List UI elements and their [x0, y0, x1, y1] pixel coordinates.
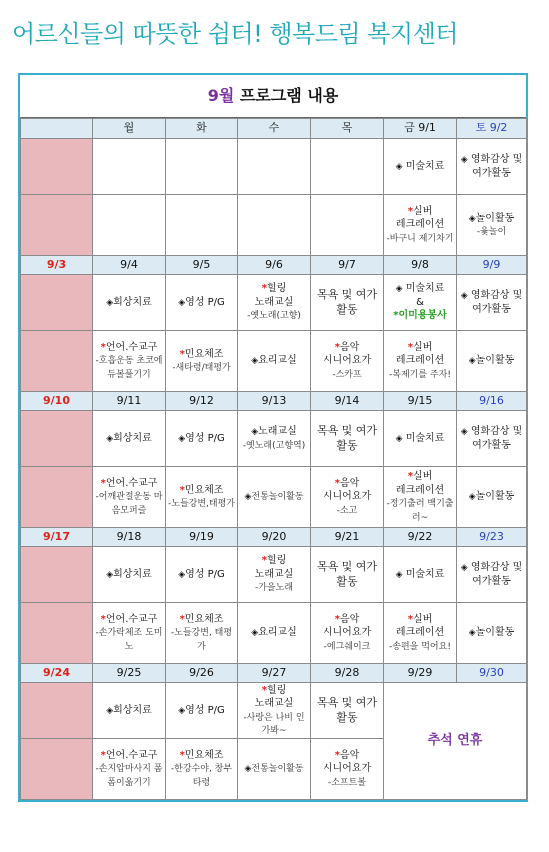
program-label: 이미용봉사	[398, 310, 447, 322]
date-cell: 9/4	[93, 256, 166, 275]
program-cell	[457, 411, 527, 467]
diamond-icon: ◈	[468, 628, 476, 639]
program-sub: -손지압마사지 폼폼이옮기기	[95, 764, 163, 788]
program-label: 회상치료	[113, 568, 152, 580]
empty-cell	[93, 195, 166, 256]
program-cell	[457, 195, 527, 256]
weekday-sat: 토 9/2	[457, 119, 527, 139]
program-label: 힐링	[266, 555, 287, 567]
program-label: &	[416, 296, 424, 308]
diamond-icon: ◈	[178, 705, 186, 716]
date-cell: 9/21	[311, 528, 384, 547]
side-cell	[21, 331, 93, 392]
date-cell: 9/7	[311, 256, 384, 275]
side-cell	[21, 195, 93, 256]
date-cell: 9/17	[21, 528, 93, 547]
program-label: 전통놀이활동	[251, 492, 304, 503]
program-label: 언어.수교구	[105, 749, 158, 761]
program-label: 시니어요가	[322, 491, 372, 503]
program-sub: -한강수야, 창부타령	[170, 764, 233, 788]
program-label: 노래교실	[254, 568, 294, 580]
star-icon: *	[179, 749, 185, 761]
star-icon: *	[407, 205, 413, 217]
side-cell	[21, 739, 93, 800]
program-sub: -옛노래(고향)	[247, 311, 301, 322]
program-label: 음악	[339, 613, 360, 625]
star-icon: *	[334, 477, 340, 489]
program-cell	[93, 603, 166, 664]
star-icon: *	[407, 471, 413, 482]
week5-row-a	[21, 683, 527, 739]
program-label: 힐링	[266, 283, 287, 295]
date-cell: 9/23	[457, 528, 527, 547]
program-cell	[93, 411, 166, 467]
date-cell: 9/24	[21, 664, 93, 683]
side-cell	[21, 411, 93, 467]
empty-cell	[166, 195, 238, 256]
program-sub: -스카프	[332, 369, 362, 380]
diamond-icon: ◈	[251, 628, 259, 639]
star-icon: *	[100, 749, 106, 761]
program-label: 영성 P/G	[185, 432, 225, 444]
program-sub: -새타령/태평가	[172, 363, 231, 373]
week4-row-b	[21, 603, 527, 664]
date-cell: 9/9	[457, 256, 527, 275]
empty-cell	[238, 139, 311, 195]
star-icon: *	[261, 555, 267, 567]
program-cell	[238, 547, 311, 603]
program-cell	[457, 331, 527, 392]
program-label: 노래교실	[254, 698, 294, 709]
side-cell	[21, 467, 93, 528]
empty-cell	[238, 195, 311, 256]
program-label: 영화감상 및 여가활동	[470, 290, 523, 315]
program-sub: -사랑은 나비 인가봐~	[243, 712, 305, 736]
program-label: 음악	[339, 477, 360, 489]
program-cell	[93, 275, 166, 331]
program-label: 언어.수교구	[105, 477, 158, 489]
program-label: 음악	[339, 341, 360, 353]
date-cell: 9/10	[21, 392, 93, 411]
schedule-sheet	[18, 73, 528, 802]
program-label: 요리교실	[258, 355, 297, 367]
diamond-icon: ◈	[178, 569, 186, 580]
program-sub: -호흡운동 초코에듀볼풀기기	[95, 356, 163, 380]
program-cell: 목욕 및 여가활동	[311, 275, 384, 331]
program-label: 영성 P/G	[185, 704, 225, 716]
program-label: 언어.수교구	[105, 341, 158, 353]
date-cell: 9/16	[457, 392, 527, 411]
program-sub: -손가락체조 도미노	[95, 628, 163, 652]
star-icon: *	[261, 684, 267, 696]
program-label: 영화감상 및 여가활동	[470, 426, 523, 451]
star-icon: *	[179, 613, 185, 625]
program-cell	[311, 331, 384, 392]
diamond-icon: ◈	[395, 161, 403, 172]
program-cell	[238, 467, 311, 528]
program-cell	[384, 195, 457, 256]
date-cell: 9/11	[93, 392, 166, 411]
program-label: 실버	[412, 341, 433, 353]
program-sub: -바구니 제기차기	[386, 233, 454, 244]
side-cell	[21, 275, 93, 331]
program-cell	[93, 547, 166, 603]
program-cell	[384, 275, 457, 331]
date-cell: 9/14	[311, 392, 384, 411]
program-cell	[457, 603, 527, 664]
week2-row-b	[21, 331, 527, 392]
star-icon: *	[261, 283, 267, 295]
program-label: 미술치료	[405, 432, 445, 444]
week4-date-row	[21, 528, 527, 547]
program-label: 영화감상 및 여가활동	[470, 562, 523, 587]
program-cell: 목욕 및 여가활동	[311, 547, 384, 603]
program-cell	[457, 139, 527, 195]
program-cell: 목욕 및 여가활동	[311, 683, 384, 739]
program-cell	[166, 275, 238, 331]
program-label: 미술치료	[405, 160, 445, 172]
diamond-icon: ◈	[244, 764, 252, 775]
program-label: 민요체조	[184, 348, 224, 360]
program-sub: -복제기를 주자!	[389, 369, 451, 380]
program-sub: -소프트볼	[327, 777, 367, 788]
weekday-tue: 화	[166, 119, 238, 139]
program-cell	[238, 275, 311, 331]
schedule-title-rest: 프로그램 내용	[239, 86, 339, 105]
diamond-icon: ◈	[395, 433, 403, 444]
program-sub: -옛노래(고향역)	[242, 440, 306, 451]
diamond-icon: ◈	[251, 427, 259, 437]
program-label: 레크레이션	[395, 219, 445, 231]
program-sub: -에그쉐이크	[323, 641, 371, 652]
side-cell	[21, 139, 93, 195]
empty-cell	[166, 139, 238, 195]
weekday-wed: 수	[238, 119, 311, 139]
star-icon: *	[179, 348, 185, 360]
diamond-icon: ◈	[178, 297, 186, 308]
schedule-month: 9월	[207, 86, 235, 105]
week2-row-a	[21, 275, 527, 331]
weekday-thu: 목	[311, 119, 384, 139]
side-cell	[21, 683, 93, 739]
program-sub: -소고	[336, 505, 358, 516]
star-icon: *	[100, 613, 106, 625]
program-label: 미술치료	[405, 283, 445, 295]
date-cell: 9/5	[166, 256, 238, 275]
program-cell	[166, 547, 238, 603]
program-label: 요리교실	[258, 627, 297, 639]
diamond-icon: ◈	[468, 356, 476, 367]
program-cell	[311, 603, 384, 664]
week1-row-b	[21, 195, 527, 256]
program-label: 전통놀이활동	[251, 764, 304, 775]
program-cell	[93, 739, 166, 800]
program-sub: -가을노래	[254, 583, 294, 594]
weekday-mon: 월	[93, 119, 166, 139]
program-cell	[457, 467, 527, 528]
page-header: 어르신들의 따뜻한 쉼터! 행복드림 복지센터	[12, 20, 458, 48]
program-sub: -노들강변,태평가	[168, 499, 235, 509]
program-label: 음악	[339, 749, 360, 761]
program-cell	[166, 411, 238, 467]
empty-cell	[93, 139, 166, 195]
holiday-cell	[384, 683, 527, 800]
program-label: 민요체조	[184, 613, 224, 625]
side-cell	[21, 547, 93, 603]
program-label: 놀이활동	[475, 627, 515, 639]
week3-row-a	[21, 411, 527, 467]
date-cell: 9/22	[384, 528, 457, 547]
program-cell	[238, 411, 311, 467]
program-sub: -정기출러 백기출러~	[386, 499, 454, 523]
diamond-icon: ◈	[178, 433, 186, 444]
program-cell	[166, 467, 238, 528]
star-icon: *	[334, 341, 340, 353]
diamond-icon: ◈	[106, 297, 114, 308]
empty-cell	[311, 139, 384, 195]
diamond-icon: ◈	[460, 427, 468, 437]
program-cell	[93, 467, 166, 528]
diamond-icon: ◈	[395, 284, 403, 295]
date-cell: 9/6	[238, 256, 311, 275]
week5-date-row	[21, 664, 527, 683]
side-cell	[21, 119, 93, 139]
holiday-label: 추석 연휴	[427, 733, 483, 749]
program-cell	[384, 139, 457, 195]
program-label: 실버	[412, 205, 433, 217]
diamond-icon: ◈	[460, 155, 468, 165]
program-cell	[384, 467, 457, 528]
star-icon: *	[100, 477, 106, 489]
date-cell: 9/15	[384, 392, 457, 411]
star-icon: *	[334, 749, 340, 761]
diamond-icon: ◈	[244, 492, 252, 503]
program-label: 놀이활동	[475, 212, 515, 224]
date-cell: 9/18	[93, 528, 166, 547]
diamond-icon: ◈	[395, 569, 403, 580]
program-cell: 목욕 및 여가활동	[311, 411, 384, 467]
program-label: 시니어요가	[322, 355, 372, 367]
program-cell	[384, 331, 457, 392]
schedule-title	[20, 75, 526, 118]
program-label: 레크레이션	[395, 627, 445, 639]
program-cell	[384, 411, 457, 467]
diamond-icon: ◈	[468, 213, 476, 224]
date-cell: 9/20	[238, 528, 311, 547]
program-cell	[166, 603, 238, 664]
week3-date-row	[21, 392, 527, 411]
program-cell	[457, 547, 527, 603]
date-cell: 9/30	[457, 664, 527, 683]
star-icon: *	[179, 484, 185, 496]
program-label: 영화감상 및 여가활동	[470, 154, 523, 179]
date-cell: 9/29	[384, 664, 457, 683]
diamond-icon: ◈	[460, 563, 468, 573]
date-cell: 9/19	[166, 528, 238, 547]
program-sub: -윷놀이	[476, 227, 507, 237]
program-cell	[166, 683, 238, 739]
program-label: 미술치료	[405, 568, 445, 580]
program-label: 레크레이션	[395, 355, 445, 367]
diamond-icon: ◈	[251, 356, 259, 367]
program-label: 놀이활동	[475, 491, 515, 503]
program-cell	[166, 739, 238, 800]
program-sub: -송편을 먹어요!	[389, 641, 451, 652]
program-cell	[166, 331, 238, 392]
program-cell	[457, 275, 527, 331]
week2-date-row	[21, 256, 527, 275]
program-cell	[238, 683, 311, 739]
program-cell	[93, 331, 166, 392]
program-cell	[384, 603, 457, 664]
program-label: 실버	[412, 471, 433, 482]
date-cell: 9/28	[311, 664, 384, 683]
diamond-icon: ◈	[460, 291, 468, 301]
date-cell: 9/25	[93, 664, 166, 683]
date-cell: 9/26	[166, 664, 238, 683]
program-label: 회상치료	[113, 432, 152, 444]
program-cell	[238, 603, 311, 664]
program-label: 민요체조	[184, 484, 224, 496]
program-cell	[238, 331, 311, 392]
schedule-table	[20, 118, 527, 800]
program-cell	[311, 467, 384, 528]
program-cell	[238, 739, 311, 800]
week1-row-a	[21, 139, 527, 195]
star-icon: *	[407, 341, 413, 353]
diamond-icon: ◈	[106, 569, 114, 580]
program-cell	[93, 683, 166, 739]
program-label: 영성 P/G	[185, 296, 225, 308]
week4-row-a	[21, 547, 527, 603]
diamond-icon: ◈	[468, 492, 476, 503]
diamond-icon: ◈	[106, 433, 114, 444]
program-cell	[384, 547, 457, 603]
program-sub: -어깨관절운동 마음모퍼즐	[95, 492, 163, 516]
date-cell: 9/13	[238, 392, 311, 411]
weekday-header-row	[21, 119, 527, 139]
program-label: 시니어요가	[322, 763, 372, 775]
date-cell: 9/27	[238, 664, 311, 683]
date-cell: 9/3	[21, 256, 93, 275]
program-label: 노래교실	[254, 296, 294, 308]
program-label: 힐링	[266, 684, 287, 696]
diamond-icon: ◈	[106, 705, 114, 716]
program-sub: -노들강변, 태평가	[170, 628, 233, 652]
star-icon: *	[334, 613, 340, 625]
weekday-fri: 금 9/1	[384, 119, 457, 139]
week3-row-b	[21, 467, 527, 528]
program-label: 레크레이션	[395, 484, 445, 496]
program-label: 민요체조	[184, 749, 224, 761]
side-cell	[21, 603, 93, 664]
star-icon: *	[100, 341, 106, 353]
program-label: 실버	[412, 613, 433, 625]
date-cell: 9/8	[384, 256, 457, 275]
program-label: 회상치료	[113, 704, 152, 716]
empty-cell	[311, 195, 384, 256]
program-label: 회상치료	[113, 296, 152, 308]
program-label: 놀이활동	[475, 355, 515, 367]
star-icon: *	[407, 613, 413, 625]
program-label: 언어.수교구	[105, 613, 158, 625]
program-label: 노래교실	[258, 426, 297, 437]
program-label: 시니어요가	[322, 627, 372, 639]
program-label: 영성 P/G	[185, 568, 225, 580]
program-cell	[311, 739, 384, 800]
star-icon: *	[393, 310, 399, 322]
date-cell: 9/12	[166, 392, 238, 411]
